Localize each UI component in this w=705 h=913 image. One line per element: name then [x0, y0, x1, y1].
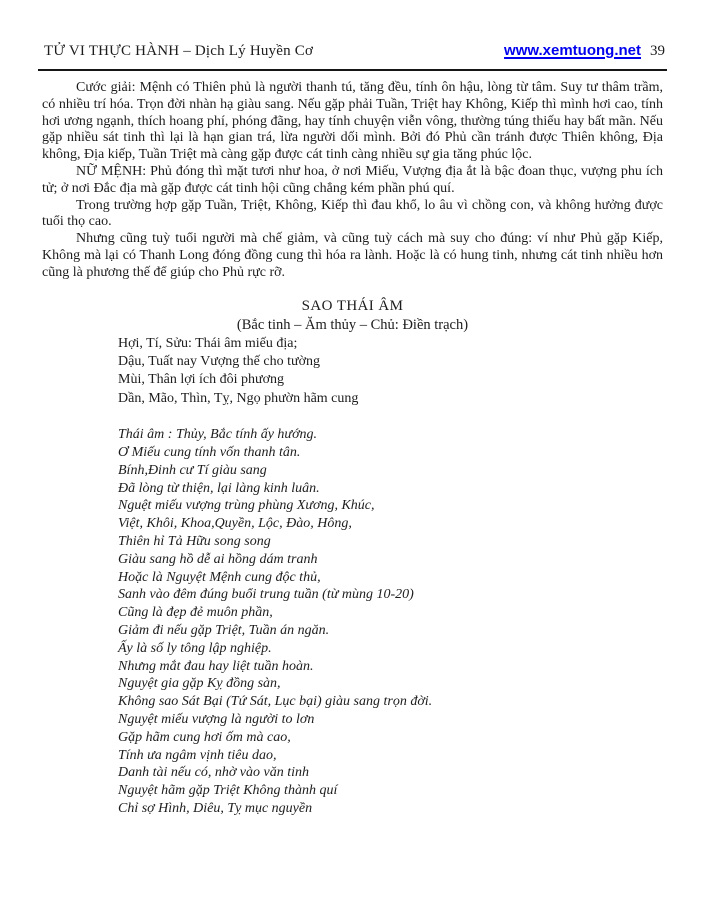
- verse-line: Đã lòng từ thiện, lại làng kinh luân.: [118, 480, 320, 496]
- verse-line: Nguyệt miếu vượng là người to lơn: [118, 711, 315, 727]
- verse-line: Thái âm : Thủy, Bắc tính ấy hướng.: [118, 427, 318, 443]
- verse-line: Sanh vào đêm đúng buổi trung tuần (từ mùng 10-20): [118, 587, 414, 603]
- header-right: [504, 42, 665, 60]
- verse-upright-block: [118, 335, 667, 409]
- book-title: TỬ VI THỰC HÀNH – Dịch Lý Huyền Cơ: [44, 43, 314, 59]
- verse-line: Chỉ sợ Hình, Diêu, Tỵ mục nguyền: [118, 800, 313, 816]
- verse-line: Mùi, Thân lợi ích đôi phương: [118, 372, 285, 388]
- verse-line: Giàu sang hồ dễ ai hồng dám tranh: [118, 551, 318, 567]
- verse-line: Thiên hỉ Tả Hữu song song: [118, 533, 271, 549]
- verse-line: Việt, Khôi, Khoa,Quyền, Lộc, Đào, Hông,: [118, 516, 352, 532]
- page-number: 39: [650, 43, 665, 59]
- verse-line: Nguệt miếu vượng trùng phùng Xương, Khúc,: [118, 498, 375, 514]
- section-title: SAO THÁI ÂM: [301, 297, 404, 314]
- verse-line: Ấy là số ly tông lập nghiệp.: [118, 640, 272, 656]
- website-link[interactable]: www.xemtuong.net: [504, 42, 641, 59]
- paragraph: Nhưng cũng tuỳ tuổi người mà chế giảm, và cũng tuỳ cách mà suy cho đúng: ví như Phủ gặp Kiếp, Không mà lại có Thanh Long đóng đồng cung thì hóa ra lành. Hoặc là có hung tinh, nhưng cát tinh nhiều hơn cũng là phương thế để giúp cho Phủ rực rỡ.: [42, 231, 663, 280]
- paragraph: NỮ MỆNH: Phủ đóng thì mặt tươi như hoa, ở nơi Miếu, Vượng địa ắt là bậc đoan thục, vượng phu ích tử; ở nơi Đắc địa mà gặp được cát tinh hội cũng chẳng kém phần phú quí.: [42, 163, 663, 196]
- verse-line: Gặp hãm cung hơi ốm mà cao,: [118, 729, 291, 745]
- verse-line: Bính,Đinh cư Tí giàu sang: [118, 462, 267, 478]
- section-subtitle: (Bắc tinh – Ăm thủy – Chủ: Điền trạch): [236, 316, 469, 333]
- verse-line: Nguyệt hãm gặp Triệt Không thành quí: [118, 783, 338, 799]
- verse-line: Ơ Miếu cung tính vốn thanh tân.: [118, 444, 301, 460]
- verse-line: Hợi, Tí, Sửu: Thái âm miếu địa;: [118, 335, 298, 351]
- header-divider: [38, 69, 667, 71]
- verse-line: Dần, Mão, Thìn, Tỵ, Ngọ phườn hãm cung: [118, 390, 359, 406]
- verse-line: Hoặc là Nguyệt Mệnh cung độc thủ,: [118, 569, 321, 585]
- paragraph: Trong trường hợp gặp Tuần, Triệt, Không, Kiếp thì đau khổ, lo âu vì chồng con, và không hưởng được tuổi thọ cao.: [42, 197, 663, 230]
- verse-line: Giảm đi nếu gặp Triệt, Tuần án ngăn.: [118, 622, 330, 638]
- body-paragraphs: [38, 80, 667, 282]
- page-header: [38, 42, 667, 60]
- verse-line: Nguyệt gia gặp Kỵ đồng sàn,: [118, 676, 281, 692]
- verse-line: Cũng là đẹp đẻ muôn phần,: [118, 605, 273, 621]
- verse-line: Tính ưa ngâm vịnh tiêu dao,: [118, 747, 277, 763]
- verse-italic-block: [118, 426, 667, 818]
- verse-line: Danh tài nếu có, nhờ vào văn tinh: [118, 765, 309, 781]
- verse-line: Nhưng mắt đau hay liệt tuần hoàn.: [118, 658, 314, 674]
- paragraph: Cước giải: Mệnh có Thiên phủ là người thanh tú, tăng đều, tính ôn hậu, lòng từ tâm. Suy tư thâm trầm, có nhiều trí hóa. Trọn đời nhàn hạ giàu sang. Nếu gặp phải Tuần, Triệt hay Không, Kiếp thì mình hơi cao, tính hơi ương ngạnh, thích hoang phí, phóng đãng, hay tính chuyện viễn vông, thường túng thiếu hay bất mãn. Nếu gặp nhiều sát tinh thì lại là hạn gian trá, lừa người dối mình. Bởi đó Phủ cần tránh được Thiên không, Địa không, Địa kiếp, Tuần Triệt mà càng gặp được cát tinh càng nhiều sự gia tăng phúc lộc.: [42, 80, 663, 163]
- verse-line: Không sao Sát Bại (Tứ Sát, Lục bại) giàu sang trọn đời.: [118, 694, 433, 710]
- verse-line: Dậu, Tuất nay Vượng thế cho tường: [118, 353, 320, 369]
